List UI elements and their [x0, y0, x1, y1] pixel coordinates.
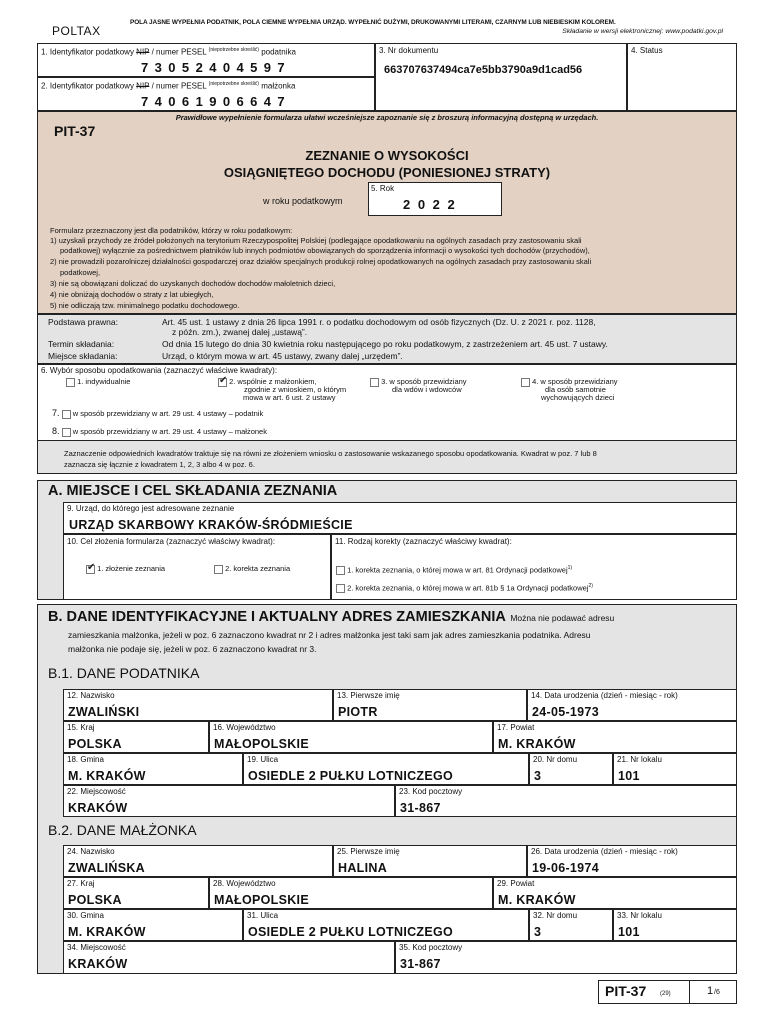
purpose-field: [63, 534, 331, 600]
taxpayer-county-field[interactable]: [493, 721, 737, 753]
spouse-house-number-value: 3: [534, 925, 542, 939]
taxpayer-commune-label: 18. Gmina: [67, 755, 104, 764]
method-8-label: w sposób przewidziany w art. 29 ust. 4 ustawy – małżonek: [72, 427, 267, 436]
taxpayer-country-value: POLSKA: [68, 737, 122, 751]
section-a: [37, 480, 737, 600]
method-single-parent-label: 4. w sposób przewidziany: [532, 377, 618, 386]
purpose-filing-label: 1. złożenie zeznania: [97, 564, 166, 573]
taxpayer-street-value: OSIEDLE 2 PUŁKU LOTNICZEGO: [248, 769, 454, 783]
spouse-name-field[interactable]: [333, 845, 527, 877]
spouse-id-field[interactable]: [37, 77, 375, 111]
place-label: Miejsce składania:: [48, 351, 118, 361]
spouse-flat-number-label: 33. Nr lokalu: [617, 911, 662, 920]
spouse-surname-label: 24. Nazwisko: [67, 847, 115, 856]
method-single-parent-checkbox[interactable]: [521, 378, 530, 387]
method-widow-label: 3. w sposób przewidziany: [381, 377, 467, 386]
method-option-individual[interactable]: [66, 377, 130, 387]
status-field: [627, 43, 737, 111]
method-7-number: 7.: [52, 408, 60, 418]
form-title-line2: OSIĄGNIĘTEGO DOCHODU (PONIESIONEJ STRATY): [223, 165, 551, 180]
purpose-option-correction[interactable]: [214, 564, 290, 574]
title-panel: [37, 111, 737, 314]
tax-year-value: 2 0 2 2: [403, 197, 457, 212]
deadline-value: Od dnia 15 lutego do dnia 30 kwietnia roku następującego po roku podatkowym, z zastrzeżeniem art. 45 ust. 7 ustawy.: [162, 339, 608, 349]
taxpayer-city-label: 22. Miejscowość: [67, 787, 126, 796]
eligibility-intro: Formularz przeznaczony jest dla podatników, którzy w roku podatkowym:: [50, 226, 293, 235]
spouse-name-value: HALINA: [338, 861, 388, 875]
spouse-street-field[interactable]: [243, 909, 529, 941]
section-b-note-2: zamieszkania małżonka, jeżeli w poz. 6 zaznaczono kwadrat nr 2 i adres małżonka jest taki sam jak adres zamieszkania podatnika. Adresu: [68, 630, 591, 640]
spouse-city-value: KRAKÓW: [68, 957, 128, 971]
correction-type-option-2[interactable]: [336, 582, 593, 593]
electronic-filing-note: Składanie w wersji elektronicznej: www.podatki.gov.pl: [562, 28, 723, 35]
taxpayer-house-number-value: 3: [534, 769, 542, 783]
correction-type-2-label: 2. korekta zeznania, o której mowa w art. 81b § 1a Ordynacji podatkowej: [347, 583, 589, 593]
spouse-id-value: 7 4 0 6 1 9 0 6 6 4 7: [141, 94, 287, 109]
method-8-number: 8.: [52, 426, 60, 436]
spouse-zip-value: 31-867: [400, 957, 441, 971]
eligibility-item: 4) nie obniżają dochodów o straty z lat ubiegłych,: [50, 290, 214, 299]
spouse-house-number-field[interactable]: [529, 909, 613, 941]
section-a-title: A. MIEJSCE I CEL SKŁADANIA ZEZNANIA: [48, 483, 338, 499]
taxpayer-surname-value: ZWALIŃSKI: [68, 705, 140, 719]
tax-office-value: URZĄD SKARBOWY KRAKÓW-ŚRÓDMIEŚCIE: [69, 518, 353, 532]
taxpayer-voivodeship-field[interactable]: [209, 721, 493, 753]
method-individual-label: 1. indywidualnie: [77, 377, 131, 386]
method-widow-checkbox[interactable]: [370, 378, 379, 387]
taxpayer-city-value: KRAKÓW: [68, 801, 128, 815]
section-b-title: B. DANE IDENTYFIKACYJNE I AKTUALNY ADRES ZAMIESZKANIA: [48, 609, 506, 625]
taxpayer-id-value: 7 3 0 5 2 4 0 4 5 9 7: [141, 60, 287, 75]
taxpayer-name-label: 13. Pierwsze imię: [337, 691, 400, 700]
brochure-hint: Prawidłowe wypełnienie formularza ułatwi wcześniejsze zapoznanie się z broszurą informacyjną dostępną w urzędach.: [175, 113, 599, 122]
spouse-voivodeship-label: 28. Województwo: [213, 879, 276, 888]
b2-title: B.2. DANE MAŁŻONKA: [48, 822, 197, 838]
taxpayer-flat-number-label: 21. Nr lokalu: [617, 755, 662, 764]
section-b: [37, 604, 737, 974]
purpose-label: 10. Cel złożenia formularza (zaznaczyć właściwy kwadrat):: [67, 537, 276, 546]
section-b-note: Można nie podawać adresu: [510, 613, 615, 623]
taxpayer-county-value: M. KRAKÓW: [498, 737, 576, 751]
taxpayer-commune-field[interactable]: [63, 753, 243, 785]
spouse-country-label: 27. Kraj: [67, 879, 95, 888]
footnote-2-marker: 2): [588, 583, 593, 589]
taxpayer-country-field[interactable]: [63, 721, 209, 753]
taxpayer-country-label: 15. Kraj: [67, 723, 95, 732]
taxpayer-dob-label: 14. Data urodzenia (dzień - miesiąc - rok): [531, 691, 678, 700]
form-code: PIT-37: [54, 123, 96, 139]
taxpayer-name-field[interactable]: [333, 689, 527, 721]
taxpayer-flat-number-field[interactable]: [613, 753, 737, 785]
method-8-checkbox[interactable]: [62, 428, 71, 437]
method-joint-label-2: zgodnie z wnioskiem, o którym: [244, 385, 347, 394]
taxpayer-street-field[interactable]: [243, 753, 529, 785]
taxpayer-name-value: PIOTR: [338, 705, 378, 719]
spouse-flat-number-field[interactable]: [613, 909, 737, 941]
spouse-city-field[interactable]: [63, 941, 395, 974]
tax-year-label: 5. Rok: [371, 184, 395, 193]
status-label: 4. Status: [631, 46, 663, 55]
document-number-value: 663707637494ca7e5bb3790a9d1cad56: [384, 64, 583, 76]
eligibility-item: 5) nie odliczają tzw. minimalnego podatku dochodowego.: [50, 301, 240, 310]
taxpayer-zip-field[interactable]: [395, 785, 737, 817]
spouse-street-value: OSIEDLE 2 PUŁKU LOTNICZEGO: [248, 925, 454, 939]
spouse-surname-field[interactable]: [63, 845, 333, 877]
taxpayer-flat-number-value: 101: [618, 769, 640, 783]
tax-office-label: 9. Urząd, do którego jest adresowane zeznanie: [67, 504, 235, 513]
footer-page-number: 1: [707, 985, 714, 997]
taxpayer-house-number-field[interactable]: [529, 753, 613, 785]
method-7-label: w sposób przewidziany w art. 29 ust. 4 ustawy – podatnik: [72, 409, 264, 418]
spouse-zip-label: 35. Kod pocztowy: [399, 943, 463, 952]
taxpayer-county-label: 17. Powiat: [497, 723, 535, 732]
method-note-2: zaznacza się łącznie z kwadratem 1, 2, 3 albo 4 w poz. 6.: [64, 460, 255, 469]
method-7-checkbox[interactable]: [62, 410, 71, 419]
section-b-header: [48, 608, 614, 626]
footer-divider: [689, 981, 690, 1003]
taxpayer-house-number-label: 20. Nr domu: [533, 755, 578, 764]
footer-form-code-box: [598, 980, 737, 1004]
footer-form-code: PIT-37: [605, 983, 647, 999]
eligibility-item: 1) uzyskali przychody ze źródeł położonych na terytorium Rzeczypospolitej Polskiej (podlegające opodatkowaniu na ogólnych zasadach przy zastosowaniu skali: [50, 236, 582, 245]
spouse-commune-value: M. KRAKÓW: [68, 925, 146, 939]
taxpayer-id-field[interactable]: [37, 43, 375, 77]
spouse-zip-field[interactable]: [395, 941, 737, 974]
spouse-city-label: 34. Miejscowość: [67, 943, 126, 952]
method-widow-label-2: dla wdów i wdowców: [392, 385, 462, 394]
correction-type-field: [331, 534, 737, 600]
eligibility-item: podatkowej,: [60, 268, 101, 277]
fill-instruction: POLA JASNE WYPEŁNIA PODATNIK, POLA CIEMNE WYPEŁNIA URZĄD. WYPEŁNIĆ DUŻYMI, DRUKOWANYMI LITERAMI, CZARNYM LUB NIEBIESKIM KOLOREM.: [130, 19, 616, 26]
eligibility-item: 3) nie są obowiązani doliczać do uzyskanych dochodów dochodów małoletnich dzieci,: [50, 279, 336, 288]
legal-basis-value: Art. 45 ust. 1 ustawy z dnia 26 lipca 1991 r. o podatku dochodowym od osób fizycznych (Dz. U. z 2021 r. poz. 1128,: [162, 317, 596, 327]
spouse-dob-value: 19-06-1974: [532, 861, 599, 875]
taxpayer-voivodeship-label: 16. Województwo: [213, 723, 276, 732]
purpose-correction-checkbox[interactable]: [214, 565, 223, 574]
method-joint-label-3: mowa w art. 6 ust. 2 ustawy: [243, 393, 336, 402]
footnote-1-marker: 1): [567, 565, 573, 571]
b1-title: B.1. DANE PODATNIKA: [48, 665, 200, 681]
taxpayer-street-label: 19. Ulica: [247, 755, 279, 764]
spouse-commune-label: 30. Gmina: [67, 911, 104, 920]
method-note-1: Zaznaczenie odpowiednich kwadratów traktuje się na równi ze złożeniem wniosku o zastosowanie wskazanego sposobu opodatkowania. Kwadrat w poz. 7 lub 8: [64, 449, 597, 458]
taxpayer-commune-value: M. KRAKÓW: [68, 769, 146, 783]
method-joint-label: 2. wspólnie z małżonkiem,: [229, 377, 317, 386]
section-b-note-3: małżonka nie podaje się, jeżeli w poz. 6 zaznaczono kwadrat nr 3.: [68, 644, 317, 654]
method-option-8[interactable]: [52, 427, 267, 437]
spouse-house-number-label: 32. Nr domu: [533, 911, 578, 920]
form-title-line1: ZEZNANIE O WYSOKOŚCI: [305, 148, 469, 163]
footer-form-version: (29): [660, 991, 671, 997]
spouse-voivodeship-value: MAŁOPOLSKIE: [214, 893, 309, 907]
legal-panel: [37, 314, 737, 364]
taxpayer-city-field[interactable]: [63, 785, 395, 817]
correction-type-1-checkbox[interactable]: [336, 566, 345, 575]
method-joint-checkbox[interactable]: [218, 378, 227, 387]
purpose-filing-checkbox[interactable]: [86, 565, 95, 574]
spouse-country-field[interactable]: [63, 877, 209, 909]
spouse-street-label: 31. Ulica: [247, 911, 279, 920]
spouse-dob-label: 26. Data urodzenia (dzień - miesiąc - rok): [531, 847, 678, 856]
taxpayer-voivodeship-value: MAŁOPOLSKIE: [214, 737, 309, 751]
spouse-country-value: POLSKA: [68, 893, 122, 907]
spouse-county-label: 29. Powiat: [497, 879, 535, 888]
spouse-voivodeship-field[interactable]: [209, 877, 493, 909]
method-single-parent-label-3: wychowujących dzieci: [541, 393, 615, 402]
spouse-name-label: 25. Pierwsze imię: [337, 847, 400, 856]
taxation-method-field: [38, 365, 736, 441]
tax-year-caption: w roku podatkowym: [263, 196, 343, 206]
document-number-field: [375, 43, 627, 111]
taxpayer-dob-value: 24-05-1973: [532, 705, 599, 719]
poltax-brand: POLTAX: [52, 24, 101, 38]
taxpayer-zip-label: 23. Kod pocztowy: [399, 787, 463, 796]
legal-basis-label: Podstawa prawna:: [48, 317, 118, 327]
correction-type-option-1[interactable]: [336, 564, 572, 575]
taxation-method-label: 6. Wybór sposobu opodatkowania (zaznaczyć właściwe kwadraty):: [41, 366, 278, 375]
taxation-method-panel: [37, 364, 737, 474]
purpose-correction-label: 2. korekta zeznania: [225, 564, 291, 573]
spouse-id-label: 2. Identyfikator podatkowy NIP / numer PESEL $^{(niepotrzebne skreślić)}$ małżonka: [41, 81, 296, 91]
place-value: Urząd, o którym mowa w art. 45 ustawy, zwany dalej „urzędem”.: [162, 351, 403, 361]
correction-type-label: 11. Rodzaj korekty (zaznaczyć właściwy kwadrat):: [335, 537, 512, 546]
spouse-commune-field[interactable]: [63, 909, 243, 941]
spouse-county-field[interactable]: [493, 877, 737, 909]
taxpayer-surname-field[interactable]: [63, 689, 333, 721]
taxpayer-id-label: 1. Identyfikator podatkowy NIP / numer PESEL $^{(niepotrzebne skreślić)}$ podatnika: [41, 47, 296, 57]
method-option-7[interactable]: [52, 409, 263, 419]
spouse-flat-number-value: 101: [618, 925, 640, 939]
method-single-parent-label-2: dla osób samotnie: [545, 385, 606, 394]
taxpayer-surname-label: 12. Nazwisko: [67, 691, 115, 700]
tax-office-field[interactable]: [63, 502, 737, 534]
taxpayer-zip-value: 31-867: [400, 801, 441, 815]
method-individual-checkbox[interactable]: [66, 378, 75, 387]
eligibility-item: 2) nie prowadzili pozarolniczej działalności gospodarczej oraz działów specjalnych produkcji rolnej opodatkowanych na ogólnych zasadach przy zastosowaniu skali: [50, 257, 592, 266]
correction-type-2-checkbox[interactable]: [336, 584, 345, 593]
correction-type-1-label: 1. korekta zeznania, o której mowa w art. 81 Ordynacji podatkowej: [347, 565, 568, 575]
taxpayer-dob-field[interactable]: [527, 689, 737, 721]
spouse-dob-field[interactable]: [527, 845, 737, 877]
spouse-surname-value: ZWALIŃSKA: [68, 861, 145, 875]
tax-year-field[interactable]: [368, 182, 502, 216]
document-number-label: 3. Nr dokumentu: [379, 46, 439, 55]
legal-basis-value-cont: z późn. zm.), zwanej dalej „ustawą”.: [172, 327, 308, 337]
footer-page-total: /6: [714, 989, 720, 996]
deadline-label: Termin składania:: [48, 339, 115, 349]
purpose-option-filing[interactable]: [86, 564, 165, 574]
eligibility-item: podatkowej) wyłącznie za pośrednictwem płatników lub innych podmiotów obowiązanych do sporządzenia informacji o wysokości tych dochodów (przychodów),: [60, 246, 590, 255]
spouse-county-value: M. KRAKÓW: [498, 893, 576, 907]
